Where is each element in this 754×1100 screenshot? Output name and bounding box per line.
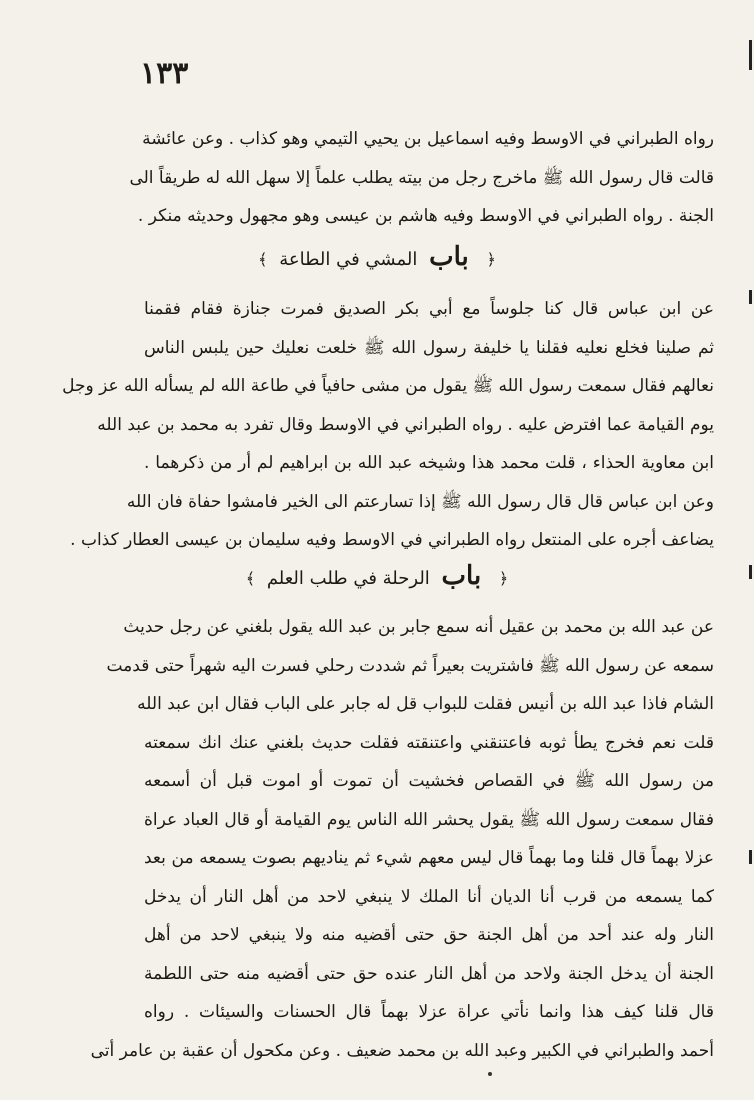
text-line: النار وله عند أحد من أهل الجنة حق حتى أقضيه منه ولا ينبغي لاحد من أهل xyxy=(144,925,714,945)
page-edge-mark xyxy=(749,40,752,70)
text-line: ثم صلينا فخلع نعليه فقلنا يا خليفة رسول الله ﷺ خلعت نعليك حين يلبس الناس xyxy=(144,337,714,358)
text-line: يوم القيامة عما افترض عليه . رواه الطبراني في الاوسط وقال تفرد به محمد بن عبد الله xyxy=(97,414,714,435)
text-line: وعن ابن عباس قال قال رسول الله ﷺ إذا تسارعتم الى الخير فامشوا حفاة فان الله xyxy=(126,491,714,512)
paragraph-3 xyxy=(90,608,714,1070)
ornament-right-icon: ﴿ xyxy=(486,250,496,269)
ornament-left-icon: ﴾ xyxy=(245,569,256,588)
chapter-heading-walking-in-obedience xyxy=(0,242,754,275)
text-line: الشام فاذا عبد الله بن أنيس فقلت للبواب قل له جابر على الباب فقال ابن عبد الله xyxy=(137,694,714,714)
text-line: كما يسمعه من قرب أنا الديان أنا الملك لا ينبغي لاحد من أهل النار أن يدخل xyxy=(144,886,714,907)
text-line: ابن معاوية الحذاء ، قلت محمد هذا وشيخه عبد الله بن ابراهيم لم أر من ذكرهما . xyxy=(144,453,714,473)
text-line: عن ابن عباس قال كنا جلوساً مع أبي بكر الصديق فمرت جنازة فقام فقمنا xyxy=(144,299,714,319)
text-line: فقال سمعت رسول الله ﷺ يقول يحشر الله الناس يوم القيامة أو قال العباد عراة xyxy=(144,809,714,830)
chapter-word: باب xyxy=(429,242,469,272)
footer-dot xyxy=(488,1072,492,1076)
text-line: سمعه عن رسول الله ﷺ فاشتريت بعيراً ثم شددت رحلي فسرت اليه شهراً حتى قدمت xyxy=(106,655,714,676)
paragraph-2 xyxy=(62,290,714,560)
text-line: الجنة أن يدخل الجنة ولاحد من أهل النار عنده حق حتى أقضيه منه حتى اللطمة xyxy=(144,963,714,984)
paragraph-1 xyxy=(129,120,714,236)
text-line: قلت نعم فخرج يطأ ثوبه فاعتنقني واعتنقته فقلت حديث بلغني عنك انك سمعته xyxy=(144,732,714,753)
text-line: من رسول الله ﷺ في القصاص فخشيت أن تموت أو اموت قبل أن أسمعه xyxy=(144,771,714,791)
text-line: عزلا بهماً قال قلنا وما بهماً قال ليس معهم شيء ثم يناديهم بصوت يسمعه من بعد xyxy=(144,848,714,868)
ornament-right-icon: ﴿ xyxy=(498,569,509,588)
text-line: يضاعف أجره على المنتعل رواه الطبراني في الاوسط وفيه سليمان بن عيسى العطار كذاب . xyxy=(70,530,714,550)
page-edge-mark xyxy=(749,565,752,579)
chapter-title: الرحلة في طلب العلم xyxy=(266,568,430,589)
chapter-word: باب xyxy=(441,561,482,591)
page-number: ١٣٣ xyxy=(140,56,189,91)
ornament-left-icon: ﴾ xyxy=(258,250,268,269)
text-line: أحمد والطبراني في الكبير وعبد الله بن محمد ضعيف . وعن مكحول أن عقبة بن عامر أتى xyxy=(90,1040,714,1061)
text-line: نعالهم فقال سمعت رسول الله ﷺ يقول من مشى حافياً في طاعة الله لم يسأله الله عز وجل xyxy=(62,376,714,396)
text-line: الجنة . رواه الطبراني في الاوسط وفيه هاشم بن عيسى وهو مجهول وحديثه منكر . xyxy=(137,206,714,226)
text-line: قالت قال رسول الله ﷺ ماخرج رجل من بيته يطلب علماً إلا سهل الله له طريقاً الى xyxy=(129,167,714,188)
page-edge-mark xyxy=(749,850,752,864)
text-line: عن عبد الله بن محمد بن عقيل أنه سمع جابر بن عبد الله يقول بلغني عن رجل حديث xyxy=(123,617,714,637)
text-line: رواه الطبراني في الاوسط وفيه اسماعيل بن يحيي التيمي وهو كذاب . وعن عائشة xyxy=(142,129,714,149)
chapter-heading-travel-for-knowledge xyxy=(0,561,754,594)
page-edge-mark xyxy=(749,290,752,304)
chapter-title: المشي في الطاعة xyxy=(279,249,418,270)
text-line: قال قلنا كيف هذا وانما نأتي عراة عزلا بهماً قال الحسنات والسيئات . رواه xyxy=(144,1002,714,1022)
